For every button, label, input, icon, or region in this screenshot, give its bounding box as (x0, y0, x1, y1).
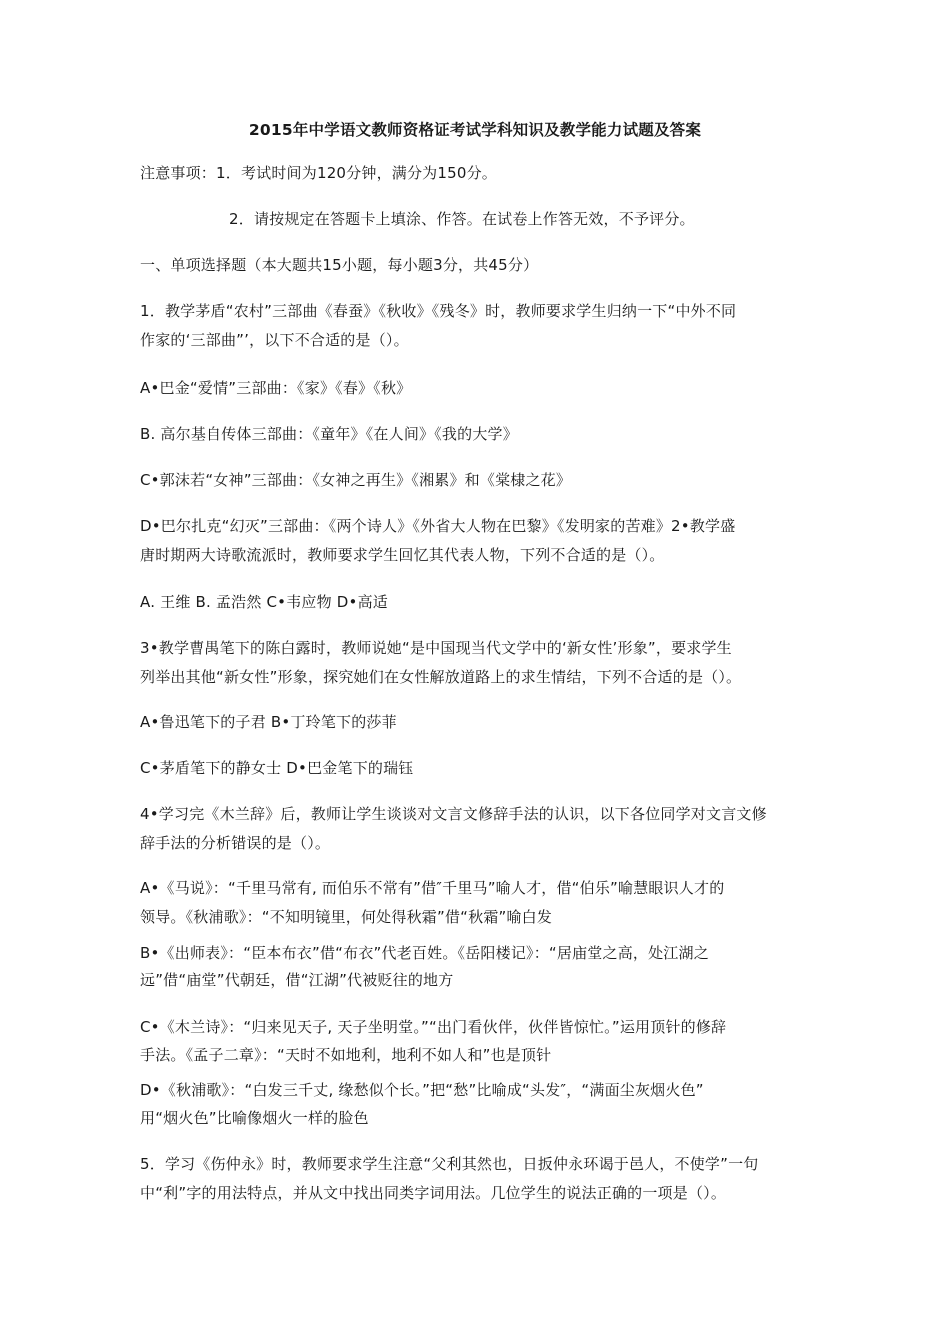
question-5-line-1: 5．学习《伤仲永》时，教师要求学生注意“父利其然也，日扳仲永环谒于邑人，不使学”一句 (140, 1155, 759, 1173)
question-1-option-a: A•巴金“爱情”三部曲：《家》《春》《秋》 (140, 379, 412, 397)
question-5-line-2: 中“利”字的用法特点，并从文中找出同类字词用法。几位学生的说法正确的一项是（）。 (140, 1184, 727, 1202)
question-4-option-c-line-1: C•《木兰诗》：“归来见天子, 天子坐明堂。”“出门看伙伴，伙伴皆惊忙。”运用顶针的修辞 (140, 1018, 727, 1036)
section-heading: 一、单项选择题（本大题共15小题，每小题3分，共45分） (140, 256, 539, 274)
question-4-option-b-line-2: 远”借“庙堂”代朝廷，借“江湖”代被贬往的地方 (140, 971, 454, 989)
question-3-options-cd: C•茅盾笔下的静女士 D•巴金笔下的瑞钰 (140, 759, 414, 777)
question-3-line-2: 列举出其他“新女性”形象，探究她们在女性解放道路上的求生情结，下列不合适的是（）。 (140, 668, 742, 686)
notice-line-2: 2．请按规定在答题卡上填涂、作答。在试卷上作答无效，不予评分。 (229, 210, 695, 228)
question-4-line-2: 辞手法的分析错误的是（）。 (140, 834, 331, 852)
question-1-line-2: 作家的‘三部曲”’，以下不合适的是（）。 (140, 331, 409, 349)
question-4-option-d-line-2: 用“烟火色”比喻像烟火一样的脸色 (140, 1109, 369, 1127)
question-2-options: A. 王维 B. 孟浩然 C•韦应物 D•高适 (140, 593, 388, 611)
question-1-line-1: 1．教学茅盾“农村”三部曲《春蚕》《秋收》《残冬》时，教师要求学生归纳一下“中外不同 (140, 302, 737, 320)
question-1-option-b: B. 高尔基自传体三部曲：《童年》《在人间》《我的大学》 (140, 425, 518, 443)
question-3-line-1: 3•教学曹禺笔下的陈白露时，教师说她“是中国现当代文学中的‘新女性’形象”，要求学生 (140, 639, 732, 657)
question-1-option-c: C•郭沫若“女神”三部曲：《女神之再生》《湘累》和《棠棣之花》 (140, 471, 572, 489)
question-4-line-1: 4•学习完《木兰辞》后，教师让学生谈谈对文言文修辞手法的认识，以下各位同学对文言文修 (140, 805, 767, 823)
notice-line-1: 注意事项：1．考试时间为120分钟，满分为150分。 (140, 164, 498, 182)
question-4-option-a-line-2: 领导。《秋浦歌》：“不知明镜里，何处得秋霜”借“秋霜”喻白发 (140, 908, 553, 926)
document-title: 2015年中学语文教师资格证考试学科知识及教学能力试题及答案 (248, 121, 702, 139)
question-4-option-c-line-2: 手法。《孟子二章》：“天时不如地利，地利不如人和”也是顶针 (140, 1046, 552, 1064)
question-4-option-a-line-1: A•《马说》：“千里马常有, 而伯乐不常有”借″千里马”喻人才，借“伯乐”喻慧眼识人才的 (140, 879, 725, 897)
question-2-line-2: 唐时期两大诗歌流派时，教师要求学生回忆其代表人物，下列不合适的是（）。 (140, 546, 665, 564)
question-3-options-ab: A•鲁迅笔下的子君 B•丁玲笔下的莎菲 (140, 713, 397, 731)
question-4-option-b-line-1: B•《出师表》：“臣本布衣”借“布衣”代老百姓。《岳阳楼记》：“居庙堂之高，处江湖之 (140, 944, 709, 962)
question-1-option-d: D•巴尔扎克“幻灭”三部曲：《两个诗人》《外省大人物在巴黎》《发明家的苦难》2•教学盛 (140, 517, 736, 535)
question-4-option-d-line-1: D•《秋浦歌》：“白发三千丈, 缘愁似个长。”把“愁”比喻成“头发″，“满面尘灰烟火色” (140, 1081, 704, 1099)
